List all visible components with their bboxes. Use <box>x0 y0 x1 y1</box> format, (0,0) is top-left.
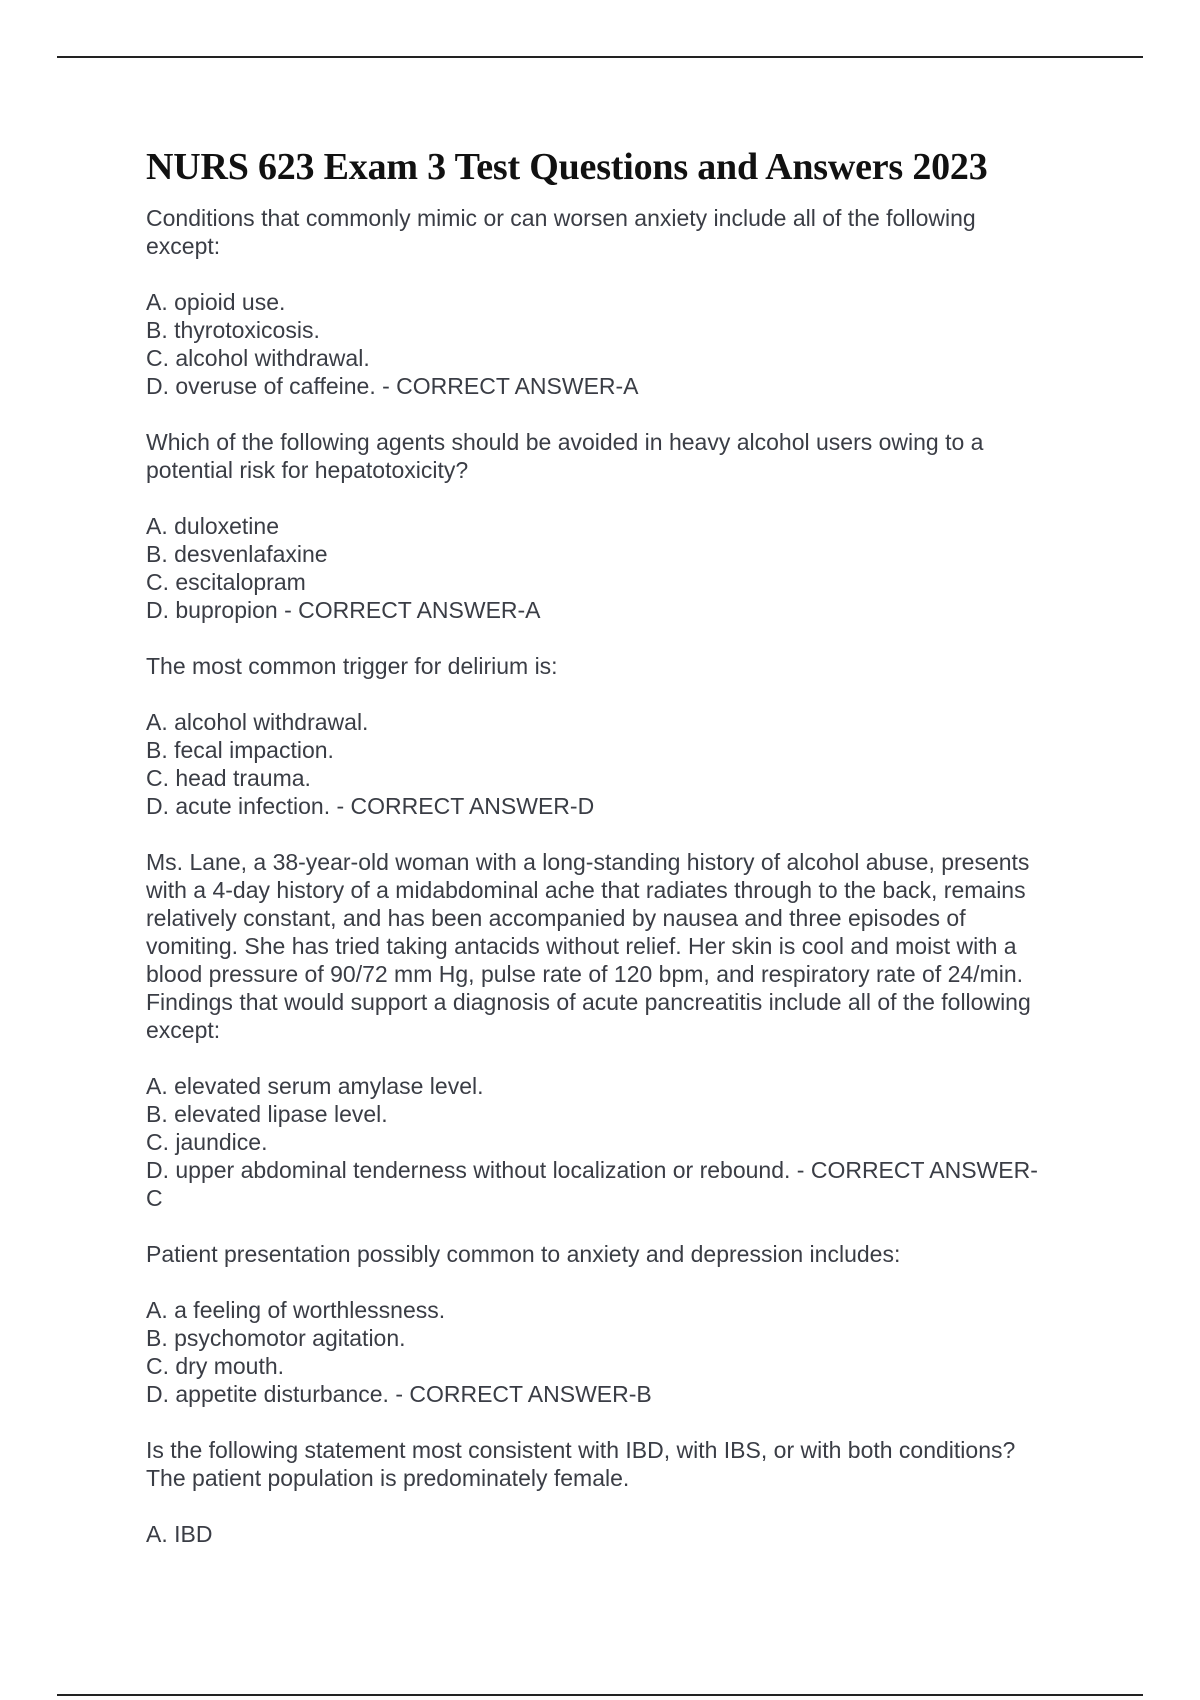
question-text: Ms. Lane, a 38-year-old woman with a long-standing history of alcohol abuse, presents with a 4-day history of a midabdominal ache that radiates through to the back, remains relatively constant, and has been accompanied by nausea and three episodes of vomiting. She has tried taking antacids without relief. Her skin is cool and moist with a blood pressure of 90/72 mm Hg, pulse rate of 120 bpm, and respiratory rate of 24/min. Findings that would support a diagnosis of acute pancreatitis include all of the following except: <box>146 849 1031 1043</box>
answer-option: A. elevated serum amylase level. <box>146 1073 484 1099</box>
answer-option: D. bupropion - CORRECT ANSWER-A <box>146 597 541 623</box>
answer-options <box>146 512 1046 624</box>
answer-option: B. thyrotoxicosis. <box>146 317 320 343</box>
question-list <box>146 204 1046 1548</box>
answer-option: C. escitalopram <box>146 569 306 595</box>
answer-option: D. acute infection. - CORRECT ANSWER-D <box>146 793 595 819</box>
question-block <box>146 652 1046 820</box>
answer-option: B. elevated lipase level. <box>146 1101 388 1127</box>
answer-option: C. head trauma. <box>146 765 311 791</box>
top-rule <box>57 56 1143 58</box>
answer-option: A. alcohol withdrawal. <box>146 709 369 735</box>
question-block <box>146 428 1046 624</box>
answer-option: A. duloxetine <box>146 513 279 539</box>
bottom-rule <box>57 1694 1143 1696</box>
document-body <box>146 140 1046 1548</box>
question-block <box>146 1240 1046 1408</box>
answer-options <box>146 288 1046 400</box>
question-block <box>146 1436 1046 1548</box>
answer-option: A. opioid use. <box>146 289 286 315</box>
answer-options <box>146 1296 1046 1408</box>
answer-option: C. dry mouth. <box>146 1353 285 1379</box>
answer-options <box>146 708 1046 820</box>
document-title: NURS 623 Exam 3 Test Questions and Answers 2023 <box>146 146 988 188</box>
answer-option: C. alcohol withdrawal. <box>146 345 370 371</box>
question-text: The most common trigger for delirium is: <box>146 653 558 679</box>
answer-option: B. fecal impaction. <box>146 737 334 763</box>
answer-option: C. jaundice. <box>146 1129 268 1155</box>
answer-option: D. appetite disturbance. - CORRECT ANSWER-B <box>146 1381 652 1407</box>
question-text: Which of the following agents should be avoided in heavy alcohol users owing to a potential risk for hepatotoxicity? <box>146 429 984 483</box>
question-text: Is the following statement most consistent with IBD, with IBS, or with both conditions? The patient population is predominately female. <box>146 1437 1016 1491</box>
answer-option: A. IBD <box>146 1521 213 1547</box>
question-text: Conditions that commonly mimic or can worsen anxiety include all of the following except: <box>146 205 976 259</box>
question-block <box>146 848 1046 1212</box>
answer-option: A. a feeling of worthlessness. <box>146 1297 446 1323</box>
answer-option: B. psychomotor agitation. <box>146 1325 406 1351</box>
answer-options <box>146 1520 1046 1548</box>
question-block <box>146 204 1046 400</box>
answer-option: D. upper abdominal tenderness without localization or rebound. - CORRECT ANSWER-C <box>146 1157 1038 1211</box>
question-text: Patient presentation possibly common to anxiety and depression includes: <box>146 1241 901 1267</box>
answer-option: D. overuse of caffeine. - CORRECT ANSWER-A <box>146 373 639 399</box>
answer-option: B. desvenlafaxine <box>146 541 328 567</box>
answer-options <box>146 1072 1046 1212</box>
